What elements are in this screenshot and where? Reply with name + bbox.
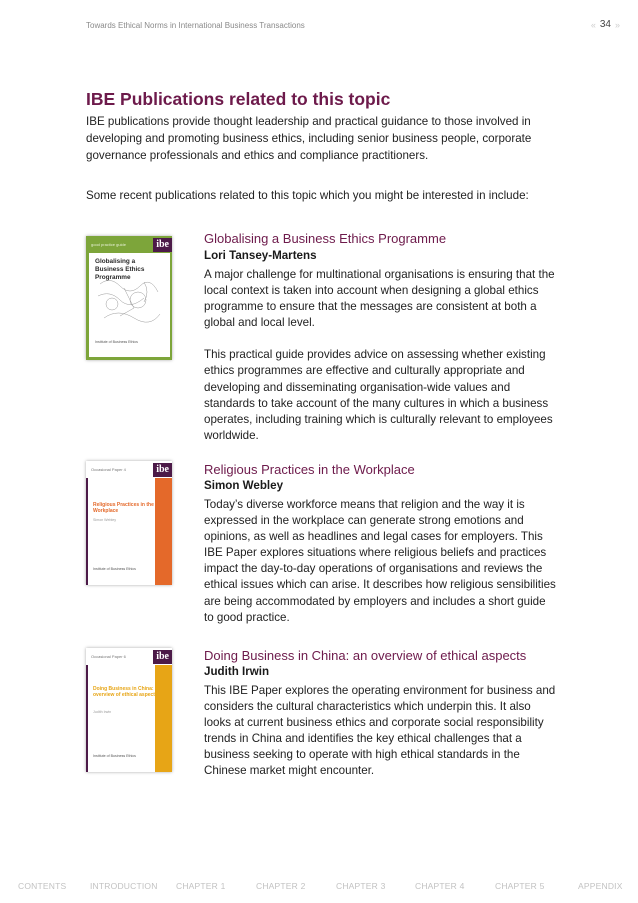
bottom-navigation xyxy=(0,881,638,895)
cover-logo: ibe xyxy=(153,463,172,477)
nav-contents[interactable]: CONTENTS xyxy=(18,881,67,891)
page-number: 34 xyxy=(599,19,611,30)
running-title: Towards Ethical Norms in International Business Transactions xyxy=(86,21,305,30)
previous-page-arrow[interactable]: « xyxy=(590,19,596,30)
nav-chapter-3[interactable]: CHAPTER 3 xyxy=(336,881,386,891)
cover-institute: Institute of Business Ethics xyxy=(93,753,136,758)
nav-chapter-4[interactable]: CHAPTER 4 xyxy=(415,881,465,891)
cover-band xyxy=(86,236,172,253)
cover-institute: Institute of Business Ethics xyxy=(95,339,138,344)
cover-series: Occasional Paper 4 xyxy=(91,467,126,472)
publication-description xyxy=(204,497,556,642)
cover-series: Occasional Paper 6 xyxy=(91,654,126,659)
nav-introduction[interactable]: INTRODUCTION xyxy=(90,881,158,891)
publication-author: Judith Irwin xyxy=(204,665,270,678)
section-heading: IBE Publications related to this topic xyxy=(86,89,391,109)
cover-author: Simon Webley xyxy=(93,518,117,522)
publication-author: Simon Webley xyxy=(204,479,284,492)
cover-title: Religious Practices in the Workplace xyxy=(93,502,154,514)
cover-band xyxy=(86,648,172,665)
publication-cover[interactable] xyxy=(86,461,172,585)
publication-paragraph: Today’s diverse workforce means that religion and the way it is expressed in the workplace can generate strong emotions and opinions, as well as headlines and legal cases for employers. This IBE Paper explores situations where religious beliefs and practices impact the day-to-day operations of organisations and reviews the ethical issues which can arise. It describes how religious sensibilities are being accommodated by employers and includes a short guide to good practice. xyxy=(204,498,556,624)
cover-edge xyxy=(86,665,88,772)
page-pager xyxy=(591,19,620,30)
publication-description xyxy=(204,683,556,796)
publication-description xyxy=(204,267,556,460)
publication-paragraph: A major challenge for multinational organisations is ensuring that the local context is taken into account when designing a global ethics programme to ensure that the messages are consistent at both a global and local level. xyxy=(204,268,555,330)
cover-logo: ibe xyxy=(153,238,172,252)
cover-color-stripe xyxy=(155,665,172,772)
cover-edge xyxy=(86,478,88,585)
nav-chapter-2[interactable]: CHAPTER 2 xyxy=(256,881,306,891)
publication-cover[interactable] xyxy=(86,236,172,360)
cover-institute: Institute of Business Ethics xyxy=(93,566,136,571)
cover-band xyxy=(86,461,172,478)
recent-publications-lead: Some recent publications related to this topic which you might be interested in include: xyxy=(86,189,529,202)
publication-title[interactable]: Religious Practices in the Workplace xyxy=(204,462,415,477)
nav-chapter-5[interactable]: CHAPTER 5 xyxy=(495,881,545,891)
publication-title[interactable]: Doing Business in China: an overview of ethical aspects xyxy=(204,648,527,663)
cover-sketch-illustration xyxy=(94,274,164,326)
next-page-arrow[interactable]: » xyxy=(614,19,620,30)
publication-paragraph: This IBE Paper explores the operating environment for business and considers the cultural characteristics which underpin this. It also looks at current business ethics and corporate social responsibility trends in China and identifies the key ethical challenges that a business seeking to operate with high ethical standards in the Chinese market might encounter. xyxy=(204,684,556,778)
publication-paragraph: This practical guide provides advice on assessing whether existing ethics programmes are effective and culturally appropriate and developing and disseminating organisation-wide values and standards to take account of the many cultures in which a business operates, including training which is culturally relevant to employees worldwide. xyxy=(204,348,553,442)
publication-cover[interactable] xyxy=(86,648,172,772)
cover-title: Doing Business in China: an overview of ethical aspects xyxy=(93,686,161,698)
cover-color-stripe xyxy=(155,478,172,585)
cover-author: Judith Irwin xyxy=(93,710,112,714)
section-intro: IBE publications provide thought leadership and practical guidance to those involved in developing and promoting business ethics, including senior business people, corporate governance professionals and ethics and compliance practitioners. xyxy=(86,115,532,162)
cover-title: Globalising a Business Ethics Programme xyxy=(95,258,145,281)
nav-chapter-1[interactable]: CHAPTER 1 xyxy=(176,881,226,891)
cover-series: good practice guide xyxy=(91,242,126,247)
nav-appendix[interactable]: APPENDIX xyxy=(578,881,623,891)
cover-logo: ibe xyxy=(153,650,172,664)
publication-author: Lori Tansey-Martens xyxy=(204,249,317,262)
publication-title[interactable]: Globalising a Business Ethics Programme xyxy=(204,231,447,246)
